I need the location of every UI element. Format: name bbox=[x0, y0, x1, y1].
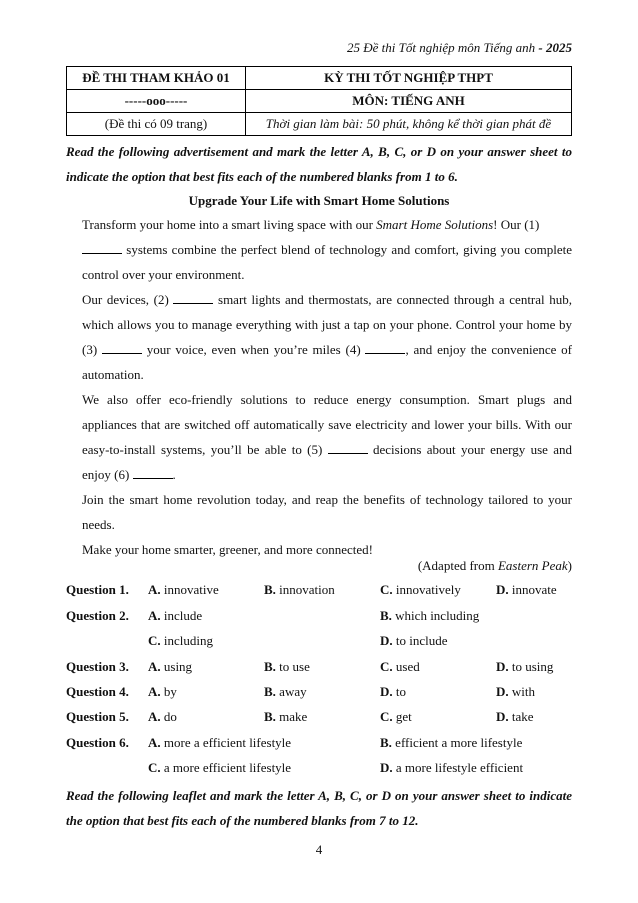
option-a[interactable]: A. do bbox=[148, 709, 177, 724]
option-d[interactable]: D. take bbox=[496, 709, 534, 724]
option-c[interactable]: C. get bbox=[380, 709, 412, 724]
question-2: Question 2. A. include B. which including bbox=[66, 608, 480, 623]
option-b[interactable]: B. make bbox=[264, 709, 308, 724]
page-number: 4 bbox=[315, 842, 323, 857]
option-b[interactable]: B. which including bbox=[380, 608, 480, 623]
running-header: 25 Đề thi Tốt nghiệp môn Tiếng anh - 2025 bbox=[347, 40, 572, 55]
paragraph-3: We also offer eco-friendly solutions to reduce energy consumption. Smart plugs and appliances that are switched off automatically save electricity and lower your bills. With our easy-to-install systems, you’ll be able to (5) decisions about your energy use and enjoy (6) . bbox=[82, 392, 573, 482]
option-c[interactable]: D. to bbox=[380, 684, 407, 699]
blank-2 bbox=[173, 291, 213, 304]
paragraph-5: Make your home smarter, greener, and more connected! bbox=[82, 542, 373, 557]
option-a[interactable]: A. using bbox=[148, 659, 193, 674]
option-d[interactable]: D. to include bbox=[380, 633, 448, 648]
option-b[interactable]: B. innovation bbox=[264, 582, 335, 597]
exam-divider: -----ooo----- bbox=[67, 90, 246, 113]
blank-6 bbox=[133, 466, 173, 479]
passage-source: (Adapted from Eastern Peak) bbox=[417, 558, 572, 573]
exam-code: ĐỀ THI THAM KHẢO 01 bbox=[67, 67, 246, 90]
paragraph-2: Our devices, (2) smart lights and thermostats, are connected through a central hub, which allows you to manage everything with just a tap on your phone. Control your home by (3) your voice, even when you’re miles (4) , and enjoy the convenience of automation. bbox=[82, 292, 572, 382]
question-6-row-2 bbox=[66, 760, 572, 785]
passage-title: Upgrade Your Life with Smart Home Solutions bbox=[188, 193, 450, 208]
question-5: Question 5. A. do B. make C. get D. take bbox=[66, 709, 534, 724]
exam-subject: MÔN: TIẾNG ANH bbox=[246, 90, 572, 113]
option-c[interactable]: C. used bbox=[380, 659, 420, 674]
exam-header-table bbox=[66, 66, 572, 136]
passage-body bbox=[66, 212, 572, 562]
option-c[interactable]: C. including bbox=[148, 633, 213, 648]
option-a[interactable]: A. innovative bbox=[148, 582, 219, 597]
option-b[interactable]: B. to use bbox=[264, 659, 310, 674]
option-c[interactable]: C. a more efficient lifestyle bbox=[148, 760, 292, 775]
question-3: Question 3. A. using B. to use C. used D. to using bbox=[66, 659, 554, 674]
paragraph-1: Transform your home into a smart living space with our Smart Home Solutions! Our (1) systems combine the perfect blend of technology and comfort, giving you complete control over your environment. bbox=[82, 217, 572, 282]
question-1: Question 1. A. innovative B. innovation C. innovatively D. innovate bbox=[66, 582, 557, 597]
blank-4 bbox=[365, 341, 405, 354]
option-d[interactable]: D. with bbox=[496, 684, 536, 699]
question-2-row-2 bbox=[66, 633, 572, 658]
instruction-1: Read the following advertisement and mark the letter A, B, C, or D on your answer sheet to indicate the option that best fits each of the numbered blanks from 1 to 6. bbox=[66, 144, 572, 184]
exam-duration: Thời gian làm bài: 50 phút, không kể thời gian phát đề bbox=[246, 113, 572, 136]
blank-1 bbox=[82, 241, 122, 254]
option-d[interactable]: D. innovate bbox=[496, 582, 557, 597]
question-6: Question 6. A. more a efficient lifestyle B. efficient a more lifestyle bbox=[66, 735, 523, 750]
paragraph-4: Join the smart home revolution today, and reap the benefits of technology tailored to your needs. bbox=[82, 492, 572, 532]
option-b[interactable]: B. efficient a more lifestyle bbox=[380, 735, 523, 750]
option-d[interactable]: D. a more lifestyle efficient bbox=[380, 760, 524, 775]
option-d[interactable]: D. to using bbox=[496, 659, 554, 674]
option-a[interactable]: A. by bbox=[148, 684, 177, 699]
option-a[interactable]: A. more a efficient lifestyle bbox=[148, 735, 292, 750]
blank-3 bbox=[102, 341, 142, 354]
question-4: Question 4. A. by B. away D. to D. with bbox=[66, 684, 536, 699]
instruction-2: Read the following leaflet and mark the letter A, B, C, or D on your answer sheet to indicate the option that best fits each of the numbered blanks from 7 to 12. bbox=[66, 788, 572, 828]
option-b[interactable]: B. away bbox=[264, 684, 307, 699]
exam-name: KỲ THI TỐT NGHIỆP THPT bbox=[246, 67, 572, 90]
blank-5 bbox=[328, 441, 368, 454]
option-a[interactable]: A. include bbox=[148, 608, 203, 623]
option-c[interactable]: C. innovatively bbox=[380, 582, 461, 597]
exam-page-count: (Đề thi có 09 trang) bbox=[67, 113, 246, 136]
